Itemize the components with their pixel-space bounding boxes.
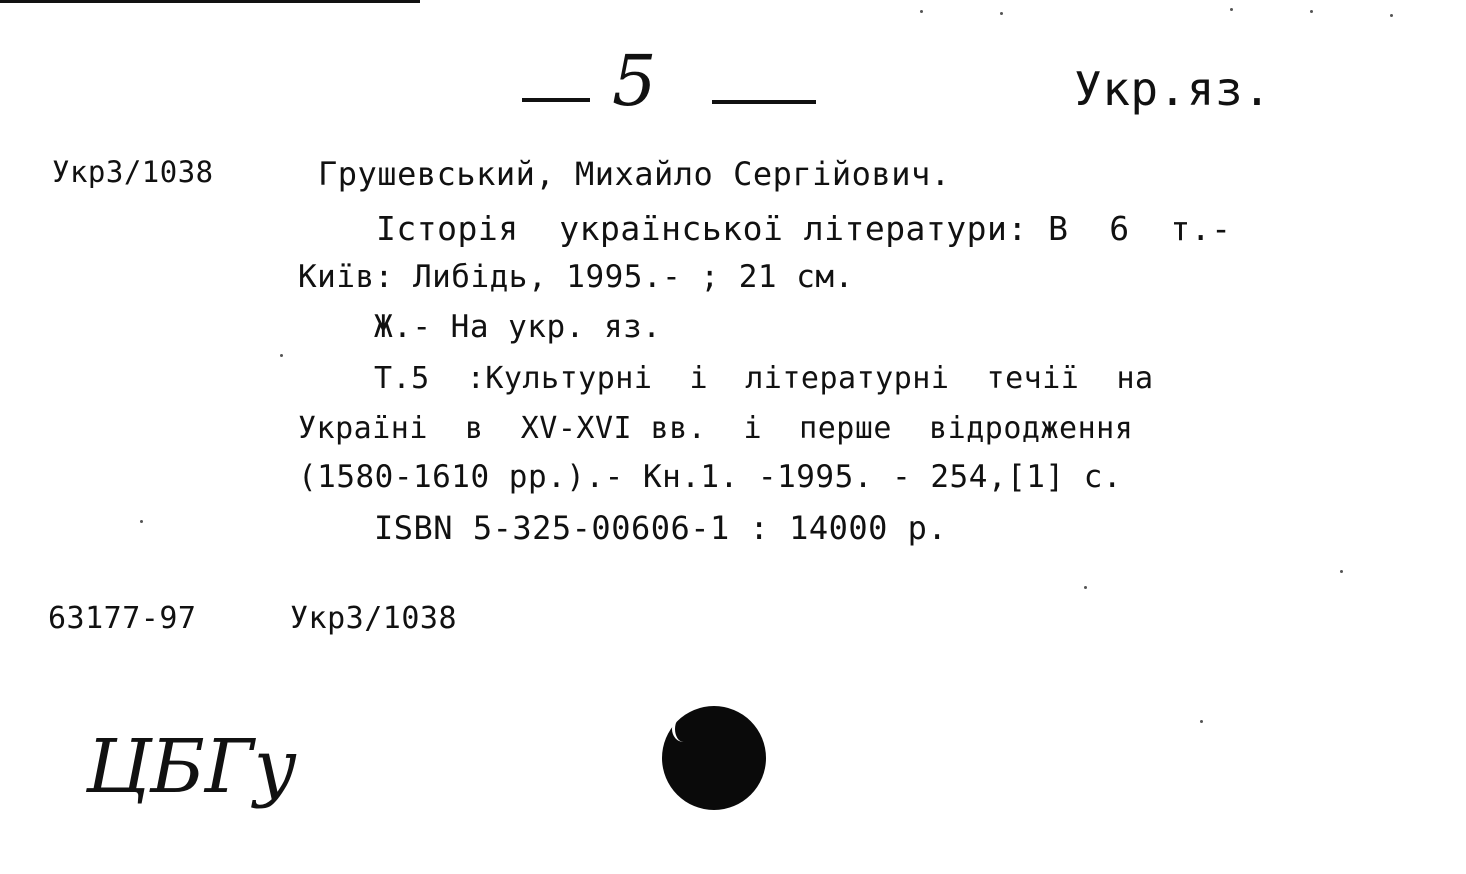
imprint-line: Київ: Либідь, 1995.- ; 21 см. <box>298 259 854 295</box>
language-note: Ж.- На укр. яз. <box>374 309 662 345</box>
speck <box>1084 586 1087 589</box>
page-number: 5 <box>612 40 657 122</box>
handwritten-library-code: ЦБГу <box>86 724 297 810</box>
top-edge-line <box>0 0 420 3</box>
speck <box>1230 8 1233 11</box>
page-number-dash-left <box>522 98 590 102</box>
section-label: Укр.яз. <box>1074 62 1272 116</box>
volume-line-3: (1580-1610 рр.).- Кн.1. -1995. - 254,[1] с. <box>298 459 1123 495</box>
speck <box>280 354 283 357</box>
punch-hole-highlight <box>672 716 695 742</box>
speck <box>1310 10 1313 13</box>
accession-shelf-mark: Укр3/1038 <box>290 601 458 636</box>
page-number-dash-right <box>712 100 816 104</box>
speck <box>1000 12 1003 15</box>
speck <box>1340 570 1343 573</box>
author-heading: Грушевський, Михайло Сергійович. <box>318 155 951 193</box>
accession-number: 63177-97 <box>48 601 197 636</box>
title-line: Історія української літератури: В 6 т.- <box>376 209 1232 248</box>
isbn-line: ISBN 5-325-00606-1 : 14000 р. <box>374 509 948 547</box>
speck <box>1390 14 1393 17</box>
speck <box>140 520 143 523</box>
volume-line-1: Т.5 :Культурні і літературні течії на <box>374 361 1154 396</box>
shelf-mark: Укр3/1038 <box>52 155 214 189</box>
speck <box>1200 720 1203 723</box>
volume-line-2: Україні в XV-XVI вв. і перше відродження <box>298 411 1134 446</box>
speck <box>920 10 923 13</box>
